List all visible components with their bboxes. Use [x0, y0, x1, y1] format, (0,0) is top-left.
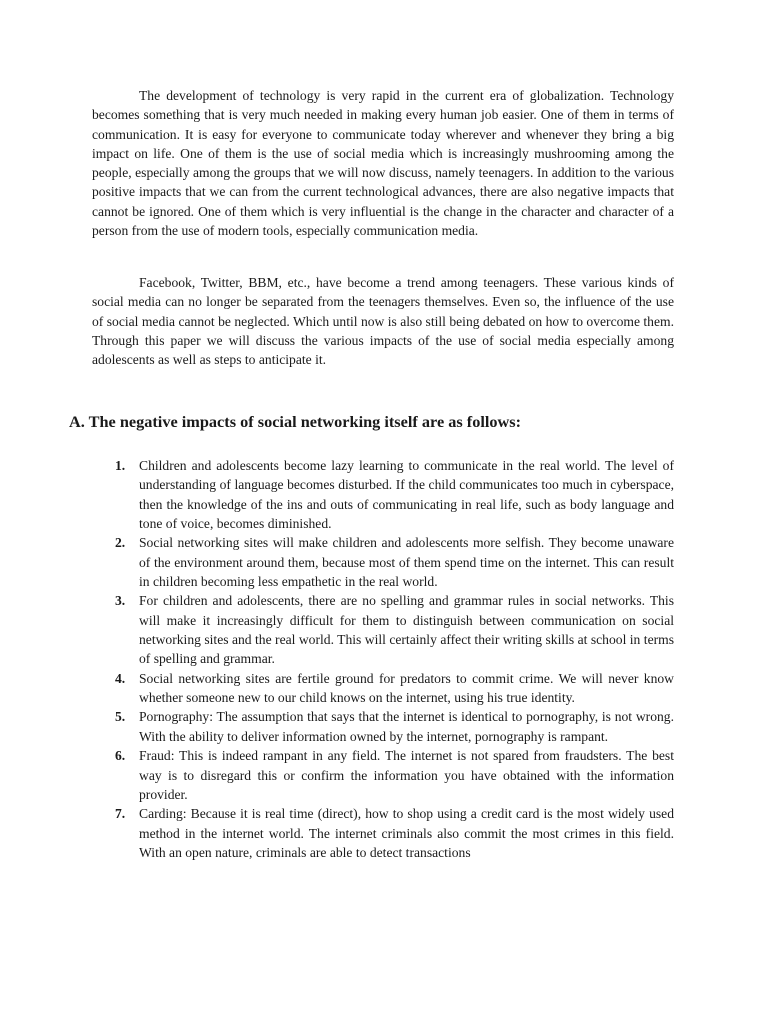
list-item-text: Children and adolescents become lazy learning to communicate in the real world. The level of understanding of language becomes disturbed. If the child communicates too much in cyberspace, then the knowledge of the ins and outs of communicating in real life, such as body language and tone of voice, becomes diminished. — [139, 458, 674, 532]
list-item — [92, 533, 674, 591]
list-item-text: Social networking sites are fertile ground for predators to commit crime. We will never know whether someone new to our child knows on the internet, using his true identity. — [139, 670, 674, 706]
list-item — [92, 707, 674, 746]
list-item-number: 2. — [115, 535, 126, 551]
list-item-number: 3. — [115, 593, 126, 609]
list-item-text: For children and adolescents, there are no spelling and grammar rules in social networks. This will make it increasingly difficult for them to distinguish between communication on social networking sites and the real world. This will certainly affect their writing skills at school in terms of spelling and grammar. — [139, 593, 674, 667]
list-item-text: Fraud: This is indeed rampant in any field. The internet is not spared from fraudsters. The best way is to disregard this or confirm the information you have obtained with the information provider. — [139, 748, 674, 802]
list-item-number: 4. — [115, 670, 126, 686]
negative-impacts-list — [92, 456, 674, 862]
social-media-paragraph: Facebook, Twitter, BBM, etc., have become a trend among teenagers. These various kinds of social media can no longer be separated from the teenagers themselves. Even so, the influence of the use of social media cannot be neglected. Which until now is also still being debated on how to overcome them. Through this paper we will discuss the various impacts of the use of social media especially among adolescents as well as steps to anticipate it. — [92, 275, 674, 368]
list-item — [92, 669, 674, 708]
list-item-text: Carding: Because it is real time (direct), how to shop using a credit card is the most widely used method in the internet world. The internet criminals also commit the most crimes in this field. With an open nature, criminals are able to detect transactions — [139, 806, 674, 860]
intro-paragraph: The development of technology is very rapid in the current era of globalization. Technology becomes something that is very much needed in making every human job easier. One of them in terms of communication. It is easy for everyone to communicate today wherever and whenever they bring a big impact on life. One of them is the use of social media which is increasingly mushrooming among the people, especially among the groups that we will now discuss, namely teenagers. In addition to the various positive impacts that we can from the current technological advances, there are also negative impacts that cannot be ignored. One of them which is very influential is the change in the character and character of a person from the use of modern tools, especially communication media. — [92, 88, 674, 239]
list-item — [92, 591, 674, 668]
list-item — [92, 804, 674, 862]
list-item-number: 7. — [115, 806, 126, 822]
list-item-number: 6. — [115, 748, 126, 764]
list-item-number: 1. — [115, 458, 126, 473]
section-heading: A. The negative impacts of social networking itself are as follows: — [69, 412, 522, 431]
list-item-number: 5. — [115, 709, 126, 725]
list-item-text: Pornography: The assumption that says that the internet is identical to pornography, is not wrong. With the ability to deliver information owned by the internet, pornography is rampant. — [139, 709, 674, 744]
list-item — [92, 456, 674, 533]
list-item — [92, 746, 674, 804]
list-item-text: Social networking sites will make children and adolescents more selfish. They become unaware of the environment around them, because most of them spend time on the internet. This can result in children becoming less empathetic in the real world. — [139, 535, 674, 590]
